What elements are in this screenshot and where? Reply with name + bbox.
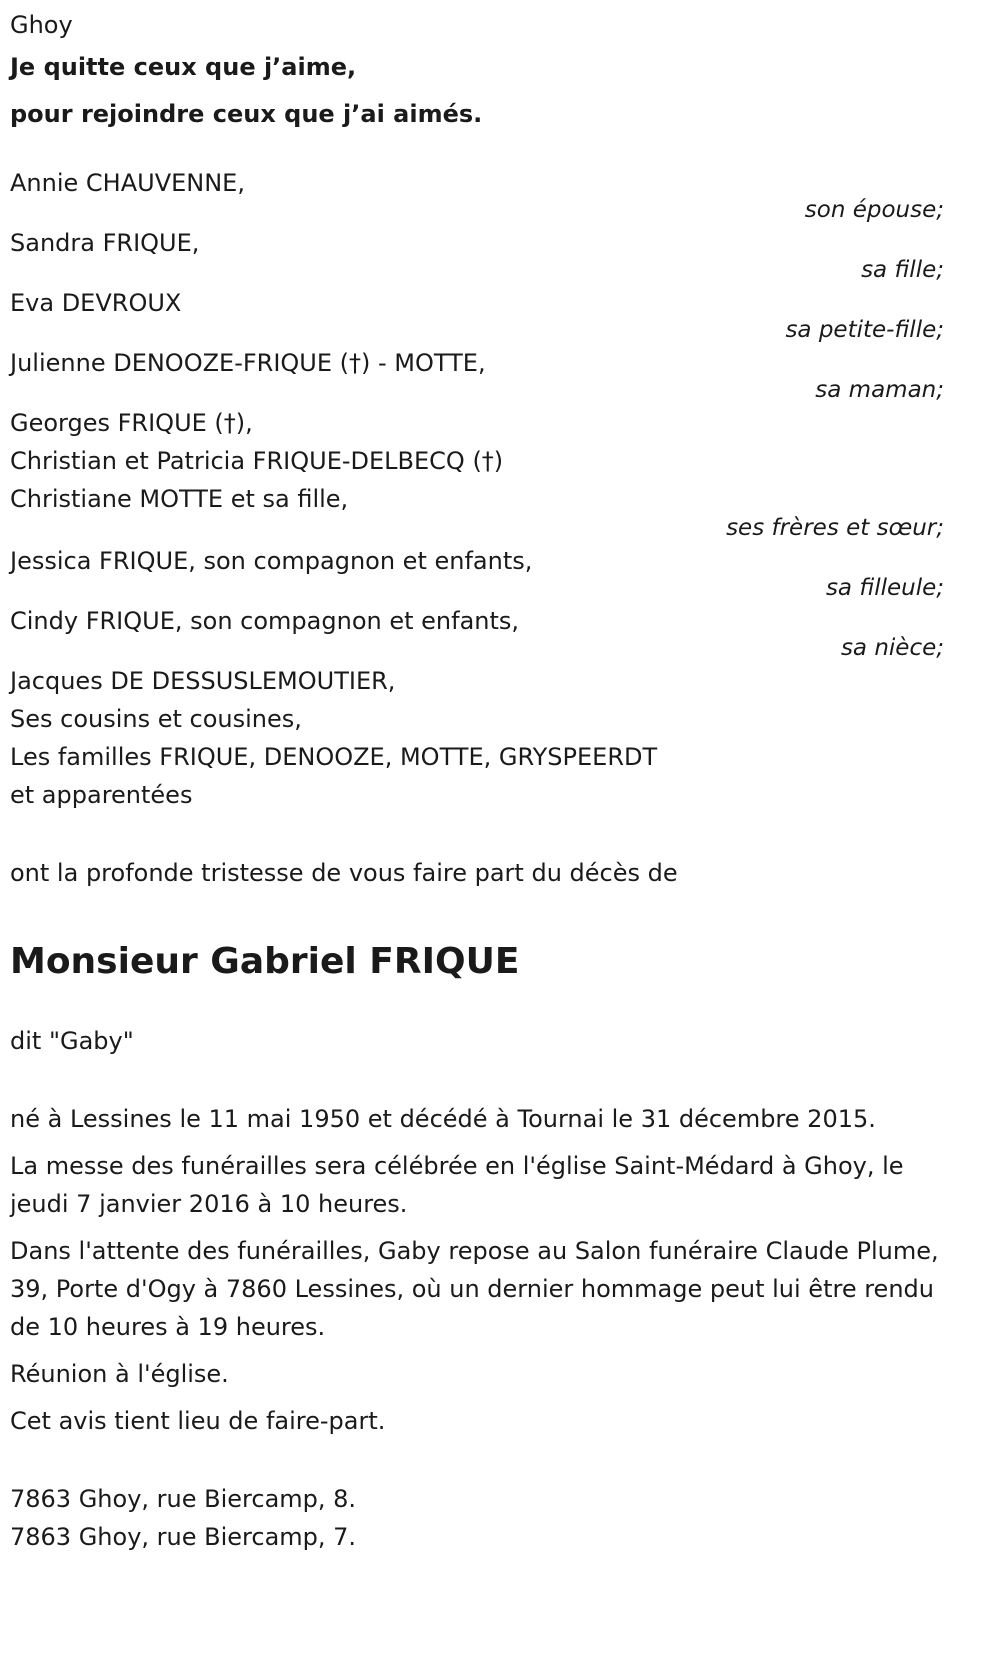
family-name: Annie CHAUVENNE, (10, 169, 245, 197)
family-entry (10, 224, 990, 284)
mass-info: La messe des funérailles sera célébrée en l'église Saint-Médard à Ghoy, le jeudi 7 janvier 2016 à 10 heures. (10, 1152, 904, 1218)
obituary-page (0, 6, 1000, 1653)
family-name: et apparentées (10, 781, 193, 809)
family-name: Jessica FRIQUE, son compagnon et enfants, (10, 547, 533, 575)
family-relation: sa maman; (815, 377, 944, 403)
family-entry (10, 662, 990, 814)
meeting-info: Réunion à l'église. (10, 1360, 229, 1388)
funeral-details (10, 1100, 990, 1440)
birth-death-info: né à Lessines le 11 mai 1950 et décédé à Tournai le 31 décembre 2015. (10, 1105, 876, 1133)
family-entry (10, 404, 990, 542)
family-name: Cindy FRIQUE, son compagnon et enfants, (10, 607, 520, 635)
deceased-name: Monsieur Gabriel FRIQUE (10, 941, 520, 982)
family-name: Georges FRIQUE (†), (10, 409, 253, 437)
family-relation: sa fille; (861, 257, 944, 283)
visitation-info: Dans l'attente des funérailles, Gaby repose au Salon funéraire Claude Plume, 39, Porte d'Ogy à 7860 Lessines, où un dernier hommage peut lui être rendu de 10 heures à 19 heures. (10, 1237, 939, 1341)
family-name: Sandra FRIQUE, (10, 229, 200, 257)
family-relation: son épouse; (804, 197, 944, 223)
address-line: 7863 Ghoy, rue Biercamp, 8. (10, 1485, 357, 1513)
announcement: ont la profonde tristesse de vous faire part du décès de (10, 859, 678, 887)
verse-line-2: pour rejoindre ceux que j’ai aimés. (10, 100, 483, 128)
notice-info: Cet avis tient lieu de faire-part. (10, 1407, 386, 1435)
family-name: Eva DEVROUX (10, 289, 182, 317)
family-relation: sa filleule; (825, 575, 944, 601)
family-entry (10, 164, 990, 224)
family-relation: ses frères et sœur; (726, 515, 944, 541)
family-name: Jacques DE DESSUSLEMOUTIER, (10, 667, 396, 695)
family-relation: sa nièce; (840, 635, 944, 661)
family-name: Christian et Patricia FRIQUE-DELBECQ (†) (10, 447, 504, 475)
family-entry (10, 602, 990, 662)
family-name: Ses cousins et cousines, (10, 705, 302, 733)
family-list (10, 164, 990, 814)
nickname: dit "Gaby" (10, 1027, 134, 1055)
address-line: 7863 Ghoy, rue Biercamp, 7. (10, 1523, 357, 1551)
family-name: Julienne DENOOZE-FRIQUE (†) - MOTTE, (10, 349, 486, 377)
family-entry (10, 542, 990, 602)
addresses (10, 1480, 990, 1556)
family-entry (10, 284, 990, 344)
family-name: Christiane MOTTE et sa fille, (10, 485, 349, 513)
verse (10, 44, 990, 138)
family-entry (10, 344, 990, 404)
verse-line-1: Je quitte ceux que j’aime, (10, 53, 357, 81)
family-relation: sa petite-fille; (785, 317, 944, 343)
place-name: Ghoy (10, 11, 73, 39)
family-name: Les familles FRIQUE, DENOOZE, MOTTE, GRYSPEERDT (10, 743, 658, 771)
